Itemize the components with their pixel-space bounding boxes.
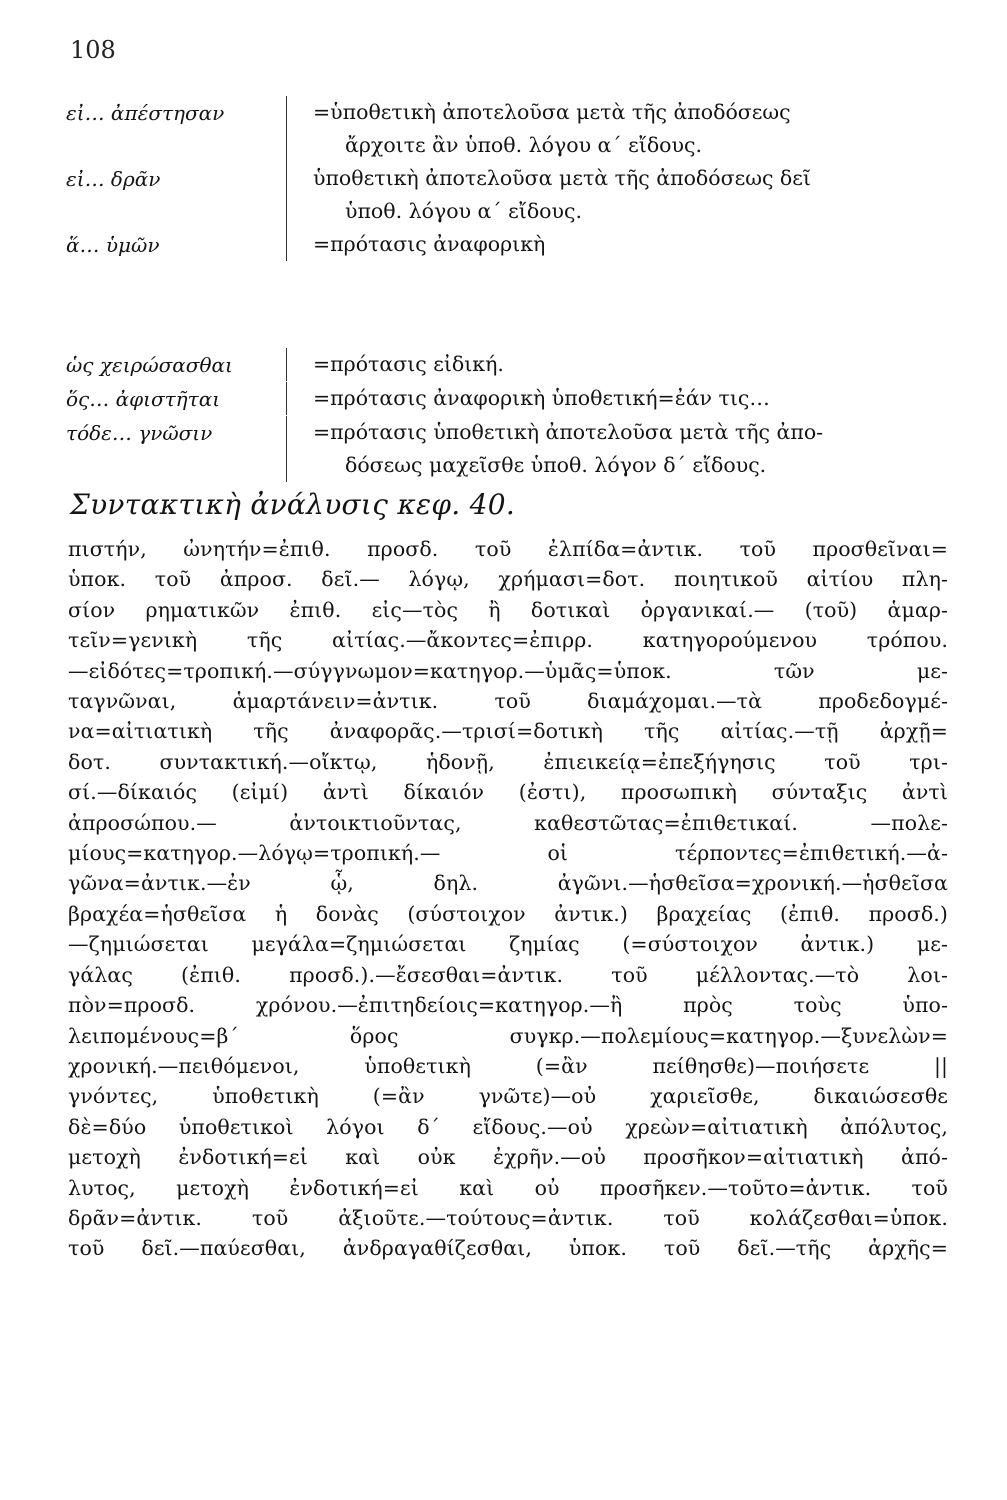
analysis-definition: [286, 382, 946, 415]
body-line: γάλας (ἐπιθ. προσδ.).—ἔσεσθαι=ἀντικ. τοῦ μέλλοντας.—τὸ λοι-: [68, 962, 948, 987]
body-line: γνόντες, ὑποθετικὴ (=ἂν γνῶτε)—οὐ χαριεῖσθε, δικαιώσεσθε: [68, 1084, 948, 1109]
definition-line: =πρότασις ἀναφορικὴ ὑποθετική=ἐάν τις…: [313, 386, 770, 410]
body-line: ἀπροσώπου.— ἀντοικτιοῦντας, καθεστῶτας=ἐπιθετικαί. —πολε-: [68, 810, 948, 835]
definition-line: ὑποθετικὴ ἀποτελοῦσα μετὰ τῆς ἀποδόσεως δεῖ: [313, 166, 811, 190]
body-line: —ζημιώσεται μεγάλα=ζημιώσεται ζημίας (=σύστοιχον ἀντικ.) με-: [68, 932, 948, 957]
body-line: να=αἰτιατικὴ τῆς ἀναφορᾶς.—τρισί=δοτικὴ τῆς αἰτίας.—τῇ ἀρχῇ=: [68, 719, 948, 744]
analysis-term: εἰ… ἀπέστησαν: [66, 101, 225, 125]
analysis-block-1: [66, 96, 946, 262]
definition-line: =πρότασις ἀναφορικὴ: [313, 232, 546, 256]
body-line: μίους=κατηγορ.—λόγῳ=τροπική.— οἱ τέρποντες=ἐπιθετική.—ἀ-: [68, 841, 948, 866]
analysis-row: [66, 228, 946, 262]
body-line: σίον ρηματικῶν ἐπιθ. εἰς—τὸς ἢ δοτικαὶ ὀργανικαί.— (τοῦ) ἁμαρ-: [68, 597, 948, 622]
analysis-definition: [286, 96, 946, 162]
body-line: δρᾶν=ἀντικ. τοῦ ἀξιοῦτε.—τούτους=ἀντικ. τοῦ κολάζεσθαι=ὑποκ.: [68, 1205, 948, 1230]
body-line: βραχέα=ἡσθεῖσα ἡ δονὰς (σύστοιχον ἀντικ.) βραχείας (ἐπιθ. προσδ.): [68, 901, 948, 926]
analysis-definition: [286, 348, 946, 381]
analysis-block-2: [66, 348, 946, 482]
body-line: δοτ. συντακτική.—οἴκτῳ, ἡδονῇ, ἐπιεικείᾳ=ἐπεξήγησις τοῦ τρι-: [68, 749, 948, 774]
body-line: τεῖν=γενικὴ τῆς αἰτίας.—ἄκοντες=ἐπιρρ. κατηγορούμενου τρόπου.: [68, 628, 948, 653]
analysis-term: ὡς χειρώσασθαι: [66, 353, 233, 377]
analysis-row: [66, 416, 946, 482]
definition-line: ὑποθ. λόγου α΄ εἴδους.: [345, 199, 582, 223]
definition-line: δόσεως μαχεῖσθε ὑποθ. λόγον δ΄ εἴδους.: [345, 453, 767, 477]
body-line: —εἰδότες=τροπική.—σύγγνωμον=κατηγορ.—ὑμᾶς=ὑποκ. τῶν με-: [68, 658, 948, 683]
definition-line: =ὑποθετικὴ ἀποτελοῦσα μετὰ τῆς ἀποδόσεως: [313, 100, 791, 124]
body-line: χρονική.—πειθόμενοι, ὑποθετικὴ (=ἂν πείθησθε)—ποιήσετε ||: [68, 1053, 948, 1078]
body-line: μετοχὴ ἐνδοτική=εἰ καὶ οὐκ ἐχρῆν.—οὐ προσῆκον=αἰτιατικὴ ἀπό-: [68, 1145, 948, 1170]
analysis-row: [66, 162, 946, 228]
definition-line: ἄρχοιτε ἂν ὑποθ. λόγου α΄ εἴδους.: [345, 133, 702, 157]
body-line: πὸν=προσδ. χρόνου.—ἐπιτηδείοις=κατηγορ.—ἢ πρὸς τοὺς ὑπο-: [68, 993, 948, 1018]
body-line: γῶνα=ἀντικ.—ἐν ᾧ, δηλ. ἀγῶνι.—ἡσθεῖσα=χρονική.—ἡσθεῖσα: [68, 871, 948, 896]
body-line: λειπομένους=β΄ ὅρος συγκρ.—πολεμίους=κατηγορ.—ξυνελὼν=: [68, 1023, 948, 1048]
page-number: 108: [70, 36, 116, 64]
body-line: ὑποκ. τοῦ ἀπροσ. δεῖ.— λόγῳ, χρήμασι=δοτ. ποιητικοῦ αἰτίου πλη-: [68, 567, 948, 592]
analysis-definition: [286, 416, 946, 482]
analysis-row: [66, 382, 946, 416]
definition-line: =πρότασις εἰδική.: [313, 352, 504, 376]
analysis-row: [66, 96, 946, 162]
analysis-definition: [286, 228, 946, 261]
analysis-term: ἅ… ὑμῶν: [66, 233, 160, 257]
body-line: ταγνῶναι, ἁμαρτάνειν=ἀντικ. τοῦ διαμάχομαι.—τὰ προδεδογμέ-: [68, 689, 948, 714]
body-line: σί.—δίκαιός (εἰμί) ἀντὶ δίκαιόν (ἐστι), προσωπικὴ σύνταξις ἀντὶ: [68, 780, 948, 805]
body-line: τοῦ δεῖ.—παύεσθαι, ἀνδραγαθίζεσθαι, ὑποκ. τοῦ δεῖ.—τῆς ἀρχῆς=: [68, 1236, 948, 1261]
analysis-term: εἰ… δρᾶν: [66, 167, 161, 191]
analysis-term: τόδε… γνῶσιν: [66, 421, 213, 445]
analysis-row: [66, 348, 946, 382]
body-line: λυτος, μετοχὴ ἐνδοτική=εἰ καὶ οὐ προσῆκεν.—τοῦτο=ἀντικ. τοῦ: [68, 1175, 948, 1200]
definition-line: =πρότασις ὑποθετικὴ ἀποτελοῦσα μετὰ τῆς ἀπο-: [313, 420, 824, 444]
body-line: δὲ=δύο ὑποθετικοὶ λόγοι δ΄ εἴδους.—οὐ χρεὼν=αἰτιατικὴ ἀπόλυτος,: [68, 1114, 948, 1139]
analysis-definition: [286, 162, 946, 228]
body-text: [68, 534, 948, 1264]
section-heading: Συντακτικὴ ἀνάλυσις κεφ. 40.: [70, 488, 516, 521]
analysis-term: ὅς… ἀφιστῆται: [66, 387, 221, 411]
body-line: πιστήν, ὠνητήν=ἐπιθ. προσδ. τοῦ ἐλπίδα=ἀντικ. τοῦ προσθεῖναι=: [68, 537, 948, 561]
